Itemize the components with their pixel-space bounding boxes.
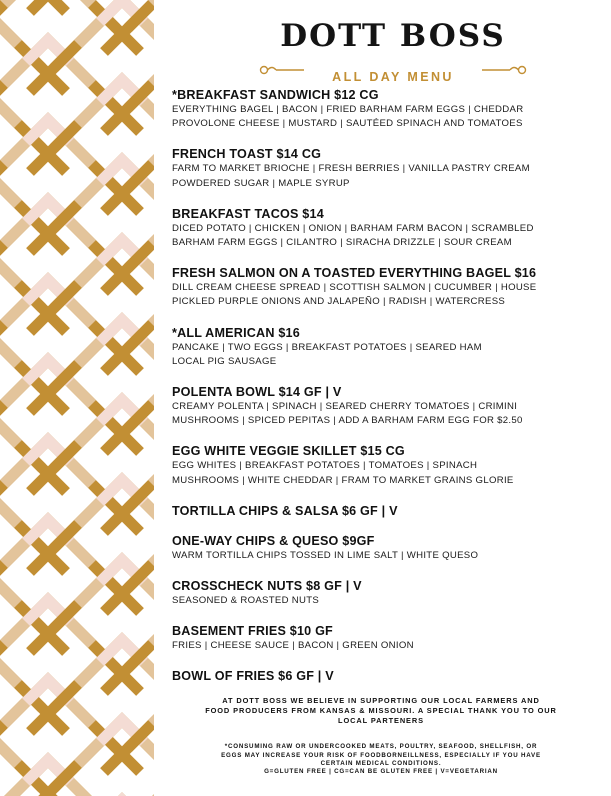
menu-subtitle: ALL DAY MENU	[332, 70, 454, 84]
menu-item-egg-white-skillet	[172, 444, 592, 487]
menu-item-description: LOCAL PIG SAUSAGE	[172, 355, 277, 367]
menu-item-description: BARHAM FARM EGGS | CILANTRO | SIRACHA DRIZZLE | SOUR CREAM	[172, 237, 512, 249]
pattern-chevron	[152, 40, 154, 84]
menu-item-description: EVERYTHING BAGEL | BACON | FRIED BARHAM FARM EGGS | CHEDDAR	[172, 104, 524, 115]
menu-item-title: FRESH SALMON ON A TOASTED EVERYTHING BAGEL $16	[172, 266, 537, 281]
menu-item-description: SEASONED & ROASTED NUTS	[172, 595, 320, 607]
menu-item-title: TORTILLA CHIPS & SALSA $6 GF | V	[172, 503, 398, 518]
menu-item-breakfast-tacos	[172, 207, 592, 250]
menu-item-description: PROVOLONE CHEESE | MUSTARD | SAUTÉED SPINACH AND TOMATOES	[172, 118, 523, 130]
decorative-chevron-pattern	[0, 0, 154, 796]
pattern-chevron	[152, 520, 154, 564]
pattern-chevron	[152, 120, 154, 164]
menu-item-title: ONE-WAY CHIPS & QUESO $9GF	[172, 533, 375, 548]
menu-item-tortilla-chips	[172, 504, 592, 519]
subtitle-row	[258, 62, 528, 84]
menu-item-title: *ALL AMERICAN $16	[172, 325, 300, 340]
menu-item-polenta-bowl	[172, 385, 592, 428]
footer-line: EGGS MAY INCREASE YOUR RISK OF FOODBORNEILLNESS, ESPECIALLY IF YOU HAVE	[221, 751, 541, 759]
menu-item-all-american	[172, 326, 592, 369]
menu-list	[172, 88, 592, 684]
menu-item-basement-fries	[172, 624, 592, 653]
menu-item-description: DILL CREAM CHEESE SPREAD | SCOTTISH SALMON | CUCUMBER | HOUSE	[172, 282, 537, 294]
menu-item-description: CREAMY POLENTA | SPINACH | SEARED CHERRY TOMATOES | CRIMINI	[172, 401, 518, 413]
menu-item-description: DICED POTATO | CHICKEN | ONION | BARHAM FARM BACON | SCRAMBLED	[172, 222, 534, 234]
consumption-warning	[172, 743, 590, 769]
menu-item-title: *BREAKFAST SANDWICH $12 CG	[172, 88, 379, 102]
menu-item-description: MUSHROOMS | WHITE CHEDDAR | FRAM TO MARKET GRAINS GLORIE	[172, 474, 514, 486]
pattern-chevron	[152, 0, 154, 4]
menu-item-description: PICKLED PURPLE ONIONS AND JALAPEÑO | RADISH | WATERCRESS	[172, 296, 506, 308]
pattern-chevron	[152, 200, 154, 244]
local-support-note	[172, 696, 590, 726]
menu-item-description: PANCAKE | TWO EGGS | BREAKFAST POTATOES | SEARED HAM	[172, 341, 482, 353]
footer-line: CERTAIN MEDICAL CONDITIONS.	[320, 760, 442, 767]
pattern-chevron	[152, 760, 154, 796]
footer-line: FOOD PRODUCERS FROM KANSAS & MISSOURI. A SPECIAL THANK YOU TO OUR	[205, 706, 557, 715]
pattern-chevron	[152, 360, 154, 404]
menu-item-chips-queso	[172, 534, 592, 563]
pattern-chevron	[152, 600, 154, 644]
menu-item-breakfast-sandwich	[172, 88, 592, 131]
menu-item-title: POLENTA BOWL $14 GF | V	[172, 385, 342, 400]
menu-item-title: CROSSCHECK NUTS $8 GF | V	[172, 579, 362, 594]
pattern-chevron	[152, 680, 154, 724]
pattern-chevron	[152, 280, 154, 324]
menu-item-description: POWDERED SUGAR | MAPLE SYRUP	[172, 177, 350, 189]
dietary-legend: G=GLUTEN FREE | CG=CAN BE GLUTEN FREE | V=VEGETARIAN	[264, 768, 498, 775]
menu-item-fresh-salmon	[172, 266, 592, 309]
footer-line: LOCAL PARTENERS	[338, 716, 424, 725]
footer-line: AT DOTT BOSS WE BELIEVE IN SUPPORTING OUR LOCAL FARMERS AND	[222, 696, 540, 705]
menu-item-title: BASEMENT FRIES $10 GF	[172, 624, 333, 639]
footer-line: *CONSUMING RAW OR UNDERCOOKED MEATS, POULTRY, SEAFOOD, SHELLFISH, OR	[224, 743, 538, 750]
menu-item-description: WARM TORTILLA CHIPS TOSSED IN LIME SALT | WHITE QUESO	[172, 549, 479, 561]
menu-item-french-toast	[172, 147, 592, 190]
menu-item-title: FRENCH TOAST $14 CG	[172, 147, 322, 162]
menu-item-description: FARM TO MARKET BRIOCHE | FRESH BERRIES | VANILLA PASTRY CREAM	[172, 163, 530, 175]
menu-item-description: EGG WHITES | BREAKFAST POTATOES | TOMATOES | SPINACH	[172, 460, 478, 472]
menu-item-crosscheck-nuts	[172, 579, 592, 608]
restaurant-title: DOTT BOSS	[280, 18, 506, 54]
menu-item-description: MUSHROOMS | SPICED PEPITAS | ADD A BARHAM FARM EGG FOR $2.50	[172, 415, 523, 427]
pattern-chevron	[152, 440, 154, 484]
menu-item-description: FRIES | CHEESE SAUCE | BACON | GREEN ONION	[172, 640, 414, 652]
menu-item-title: EGG WHITE VEGGIE SKILLET $15 CG	[172, 444, 405, 459]
menu-item-title: BOWL OF FRIES $6 GF | V	[172, 669, 334, 684]
menu-item-title: BREAKFAST TACOS $14	[172, 206, 324, 221]
menu-item-bowl-of-fries	[172, 669, 592, 684]
